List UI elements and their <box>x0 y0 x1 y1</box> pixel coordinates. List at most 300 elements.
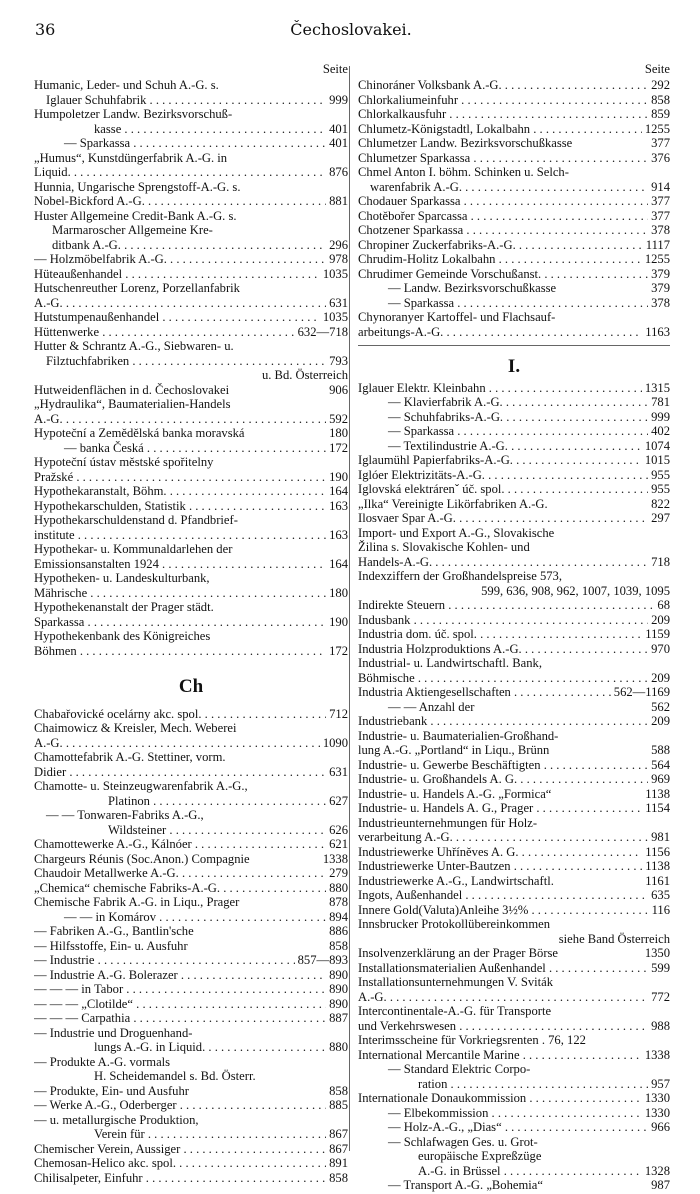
index-entry <box>358 859 670 874</box>
index-entry <box>34 1040 348 1055</box>
index-entry <box>34 180 348 195</box>
entry-text: — — in Komárov . . . <box>64 910 348 925</box>
index-entry <box>358 671 670 686</box>
entry-page: 712 <box>326 707 348 722</box>
entry-page: 632—718 <box>295 325 348 340</box>
entry-page: 401 <box>326 136 348 151</box>
entry-page: 885 <box>326 1098 348 1113</box>
index-entry <box>34 368 348 383</box>
entry-text: — Klavierfabrik A.-G. . . . <box>388 395 670 410</box>
index-entry <box>34 397 348 412</box>
index-entry <box>34 615 348 630</box>
entry-page: 564 <box>648 758 670 773</box>
entry-text: Hypothekarschuldenstand d. Pfandbrief- <box>34 513 238 527</box>
entry-text: Installationsunternehmungen V. Sviták <box>358 975 554 989</box>
entry-text: Hypoteční a Zemědělská banka moravská <box>34 426 245 440</box>
entry-text: Industria dom. úč. spol. . . . <box>358 627 670 642</box>
entry-page: 379 <box>648 267 670 282</box>
index-entry <box>358 685 670 700</box>
entry-page: 209 <box>648 714 670 729</box>
index-entry <box>34 296 348 311</box>
entry-text: — Holzmöbelfabrik A.-G. . . . <box>34 252 348 267</box>
right-column <box>358 62 670 1193</box>
index-entry <box>358 816 670 831</box>
entry-text: Intercontinentale-A.-G. für Transporte <box>358 1004 552 1018</box>
index-list-i <box>358 381 670 1193</box>
index-entry <box>358 511 670 526</box>
entry-page: 621 <box>326 837 348 852</box>
entry-page: 1035 <box>320 310 348 325</box>
entry-text: A.-G. . . . <box>34 736 348 751</box>
index-entry <box>34 310 348 325</box>
index-entry <box>34 470 348 485</box>
entry-text: Industriewerke Unter-Bautzen . . . <box>358 859 670 874</box>
entry-page: 190 <box>326 470 348 485</box>
entry-text: Hypothekenanstalt der Prager städt. <box>34 600 214 614</box>
entry-text: Installationsmaterialien Außenhandel . . . <box>358 961 670 976</box>
index-entry <box>358 642 670 657</box>
index-list-ch-cont <box>358 78 670 339</box>
index-entry <box>358 325 670 340</box>
index-entry <box>34 1127 348 1142</box>
index-entry <box>34 339 348 354</box>
entry-text: A.-G. . . . <box>34 296 348 311</box>
entry-page: 1161 <box>642 874 670 889</box>
index-entry <box>358 700 670 715</box>
entry-text: Hutweidenflächen in d. Čechoslovakei <box>34 382 230 397</box>
entry-page: 890 <box>326 982 348 997</box>
entry-page: 1159 <box>642 627 670 642</box>
entry-text: Chlumetz-Königstadtl, Lokalbahn . . . <box>358 122 670 137</box>
entry-page: 164 <box>326 484 348 499</box>
entry-page: 378 <box>648 296 670 311</box>
entry-text: Insolvenzerklärung an der Prager Börse <box>358 946 559 960</box>
entry-page: 822 <box>648 497 670 512</box>
entry-page: 376 <box>648 151 670 166</box>
entry-page: 377 <box>648 209 670 224</box>
entry-page: 1330 <box>642 1091 670 1106</box>
entry-page: 970 <box>648 642 670 657</box>
entry-page: 857—893 <box>295 953 348 968</box>
entry-page: 1338 <box>320 852 348 867</box>
entry-page: 906 <box>326 383 348 398</box>
entry-text: Innsbrucker Protokollübereinkommen <box>358 917 551 931</box>
entry-text: — — Anzahl der <box>388 699 475 714</box>
entry-text: International Mercantile Marine . . . <box>358 1048 670 1063</box>
entry-text: Chemische Fabrik A.-G. in Liqu., Prager <box>34 895 240 909</box>
entry-text: ditbank A.-G. . . . <box>52 238 348 253</box>
entry-page: 988 <box>648 1019 670 1034</box>
entry-text: Industrie- u. Großhandels A. G. . . . <box>358 772 670 787</box>
index-entry <box>358 1048 670 1063</box>
entry-text: Indusbank . . . <box>358 613 670 628</box>
entry-page: 867 <box>326 1127 348 1142</box>
entry-page: 635 <box>648 888 670 903</box>
entry-text: Hutter & Schrantz A.-G., Siebwaren- u. <box>34 339 234 353</box>
index-entry <box>34 136 348 151</box>
entry-page: 966 <box>648 1120 670 1135</box>
entry-page: 1255 <box>642 122 670 137</box>
entry-text: — Werke A.-G., Oderberger . . . <box>34 1098 348 1113</box>
entry-text: A.-G. . . . <box>358 990 670 1005</box>
entry-text: Hypothekarschulden, Statistik . . . <box>34 499 348 514</box>
entry-text: Chmel Anton I. böhm. Schinken u. Selch- <box>358 165 569 179</box>
entry-text: — Transport A.-G. „Bohemia“ <box>388 1178 543 1192</box>
index-entry <box>358 136 670 151</box>
entry-page: 1163 <box>642 325 670 340</box>
entry-text: Huster Allgemeine Credit-Bank A.-G. s. <box>34 208 237 223</box>
entry-page: 1138 <box>642 787 670 802</box>
entry-text: Industrie- u. Handels A.-G. „Formica“ <box>358 786 552 801</box>
entry-page: 718 <box>648 555 670 570</box>
entry-text: Hypothekenbank des Königreiches <box>34 629 211 643</box>
entry-page: 626 <box>326 823 348 838</box>
index-entry <box>34 1055 348 1070</box>
index-entry <box>34 808 348 823</box>
entry-text: Ilosvaer Spar A.-G. . . . <box>358 511 670 526</box>
index-entry <box>34 823 348 838</box>
entry-page: 402 <box>648 424 670 439</box>
entry-text: Iglovská elektrárenˇ úč. spol. . . . <box>358 482 670 497</box>
entry-text: Industriewerke Uhříněves A. G. . . . <box>358 845 670 860</box>
entry-page: 163 <box>326 499 348 514</box>
entry-text: H. Scheidemandel s. Bd. Österr. <box>94 1069 256 1083</box>
entry-page: 296 <box>326 238 348 253</box>
entry-text: Wildsteiner . . . <box>108 823 348 838</box>
index-entry <box>34 267 348 282</box>
entry-text: Chlumetzer Sparkassa . . . <box>358 151 670 166</box>
index-entry <box>34 968 348 983</box>
index-entry <box>358 1062 670 1077</box>
entry-text: 599, 636, 908, 962, 1007, 1039, 1095 <box>481 583 670 598</box>
index-entry <box>358 584 670 599</box>
index-entry <box>358 482 670 497</box>
entry-text: lungs A.-G. in Liquid. . . . <box>94 1040 348 1055</box>
index-entry <box>358 903 670 918</box>
index-entry <box>358 569 670 584</box>
page-header <box>32 20 670 42</box>
entry-page: 592 <box>326 412 348 427</box>
index-entry <box>34 557 348 572</box>
index-entry <box>34 852 348 867</box>
entry-page: 1035 <box>320 267 348 282</box>
index-entry <box>358 252 670 267</box>
index-entry <box>34 837 348 852</box>
entry-text: — Produkte A.-G. vormals <box>34 1054 171 1069</box>
index-entry <box>358 656 670 671</box>
entry-page: 858 <box>326 939 348 954</box>
index-entry <box>34 629 348 644</box>
entry-page: 164 <box>326 557 348 572</box>
index-entry <box>34 122 348 137</box>
entry-text: Hypothekaranstalt, Böhm. . . . <box>34 484 348 499</box>
index-entry <box>358 107 670 122</box>
entry-page: 378 <box>648 223 670 238</box>
entry-text: Chaimowicz & Kreisler, Mech. Weberei <box>34 721 237 735</box>
entry-page: 781 <box>648 395 670 410</box>
index-entry <box>358 990 670 1005</box>
entry-page: 631 <box>326 765 348 780</box>
index-entry <box>34 455 348 470</box>
index-entry <box>34 499 348 514</box>
entry-page: 562 <box>648 700 670 715</box>
entry-page: 401 <box>326 122 348 137</box>
entry-page: 987 <box>648 1178 670 1193</box>
entry-text: Hypothekar- u. Kommunaldarlehen der <box>34 542 233 556</box>
entry-page: 1315 <box>642 381 670 396</box>
index-entry <box>34 151 348 166</box>
entry-text: Didier . . . <box>34 765 348 780</box>
index-entry <box>358 1033 670 1048</box>
index-entry <box>358 598 670 613</box>
index-entry <box>358 1164 670 1179</box>
index-entry <box>358 78 670 93</box>
index-entry <box>358 497 670 512</box>
entry-text: Chotzener Sparkassa . . . <box>358 223 670 238</box>
entry-page: 1090 <box>320 736 348 751</box>
entry-text: Böhmische . . . <box>358 671 670 686</box>
entry-page: 999 <box>648 410 670 425</box>
index-entry <box>358 93 670 108</box>
index-entry <box>34 765 348 780</box>
index-entry <box>34 1011 348 1026</box>
entry-text: siehe Band Österreich <box>558 931 670 946</box>
entry-page: 1015 <box>642 453 670 468</box>
index-entry <box>34 223 348 238</box>
index-entry <box>358 310 670 325</box>
index-entry <box>34 707 348 722</box>
index-entry <box>34 939 348 954</box>
entry-page: 1154 <box>642 801 670 816</box>
entry-text: — Holz-A.-G., „Dias“ . . . <box>388 1120 670 1135</box>
entry-text: Nobel-Bickford A.-G. . . . <box>34 194 348 209</box>
page-number: 36 <box>35 20 56 39</box>
entry-text: Marmaroscher Allgemeine Kre- <box>52 223 213 237</box>
entry-page: 858 <box>326 1084 348 1099</box>
index-entry <box>34 895 348 910</box>
entry-text: — Standard Elektric Corpo- <box>388 1062 531 1076</box>
entry-text: und Verkehrswesen . . . <box>358 1019 670 1034</box>
entry-text: Pražské . . . <box>34 470 348 485</box>
entry-text: Chlumetzer Landw. Bezirksvorschußkasse <box>358 136 573 150</box>
index-entry <box>358 714 670 729</box>
index-entry <box>34 571 348 586</box>
entry-text: Chodauer Sparkassa . . . <box>358 194 670 209</box>
entry-text: „Hydraulika“, Baumaterialien-Handels <box>34 397 231 411</box>
entry-page: 172 <box>326 441 348 456</box>
index-entry <box>34 982 348 997</box>
index-entry <box>34 542 348 557</box>
index-entry <box>358 296 670 311</box>
entry-text: Chemosan-Helico akc. spol. . . . <box>34 1156 348 1171</box>
index-entry <box>34 484 348 499</box>
entry-text: lung A.-G. „Portland“ in Liqu., Brünn <box>358 743 550 757</box>
index-entry <box>358 267 670 282</box>
entry-text: — Landw. Bezirksvorschußkasse <box>388 281 557 295</box>
entry-text: Chrudimer Gemeinde Vorschußanst. . . . <box>358 267 670 282</box>
entry-page: 588 <box>648 743 670 758</box>
index-entry <box>34 600 348 615</box>
index-entry <box>34 426 348 441</box>
index-entry <box>358 627 670 642</box>
entry-text: Internationale Donaukommission . . . <box>358 1091 670 1106</box>
entry-page: 1338 <box>642 1048 670 1063</box>
index-entry <box>34 354 348 369</box>
entry-text: Industria Holzproduktions A.-G. . . . <box>358 642 670 657</box>
entry-page: 68 <box>654 598 670 613</box>
entry-text: Chinoráner Volksbank A.-G. . . . <box>358 78 670 93</box>
index-entry <box>358 555 670 570</box>
entry-text: Hutstumpenaußenhandel . . . <box>34 310 348 325</box>
entry-text: „Chemica“ chemische Fabriks-A.-G. . . . <box>34 881 348 896</box>
entry-text: — — — Carpathia . . . <box>34 1011 348 1026</box>
seite-label: Seite <box>644 62 670 76</box>
entry-text: Emissionsanstalten 1924 . . . <box>34 557 348 572</box>
index-entry <box>34 412 348 427</box>
entry-text: — Sparkassa . . . <box>64 136 348 151</box>
entry-page: 914 <box>648 180 670 195</box>
entry-text: Hüttenwerke . . . <box>34 325 348 340</box>
entry-text: Iglauer Schuhfabrik . . . <box>46 93 348 108</box>
index-entry <box>358 1019 670 1034</box>
index-entry <box>34 644 348 659</box>
entry-page: 1255 <box>642 252 670 267</box>
entry-text: — Schlafwagen Ges. u. Grot- <box>388 1134 538 1149</box>
entry-text: — Fabriken A.-G., Bantlin'sche <box>34 924 194 938</box>
entry-text: Filztuchfabriken . . . <box>46 354 348 369</box>
index-entry <box>34 953 348 968</box>
entry-text: — Sparkassa . . . <box>388 296 670 311</box>
index-entry <box>358 917 670 932</box>
seite-label: Seite <box>322 62 348 76</box>
entry-page: 891 <box>326 1156 348 1171</box>
index-entry <box>358 180 670 195</box>
entry-page: 955 <box>648 468 670 483</box>
index-entry <box>358 381 670 396</box>
entry-text: Chrudim-Holitz Lokalbahn . . . <box>358 252 670 267</box>
entry-page: 999 <box>326 93 348 108</box>
index-entry <box>34 779 348 794</box>
index-entry <box>34 1084 348 1099</box>
entry-text: Industrie- u. Gewerbe Beschäftigten . . . <box>358 758 670 773</box>
index-entry <box>358 410 670 425</box>
index-entry <box>358 468 670 483</box>
entry-text: Industrie- u. Baumaterialien-Großhand- <box>358 728 559 743</box>
index-entry <box>34 1113 348 1128</box>
index-entry <box>34 1171 348 1186</box>
entry-text: arbeitungs-A.-G. . . . <box>358 325 670 340</box>
index-entry <box>34 325 348 340</box>
entry-text: Chotěbořer Sparcassa . . . <box>358 209 670 224</box>
entry-page: 1330 <box>642 1106 670 1121</box>
index-entry <box>358 1077 670 1092</box>
entry-page: 180 <box>326 426 348 441</box>
entry-text: Interimsscheine für Vorkriegsrenten . 76, 122 <box>358 1033 586 1047</box>
entry-page: 172 <box>326 644 348 659</box>
entry-text: Platinon . . . <box>108 794 348 809</box>
index-entry <box>358 961 670 976</box>
entry-text: Chlorkalkausfuhr . . . <box>358 107 670 122</box>
entry-text: Hypoteční ústav městské spořitelny <box>34 455 214 469</box>
entry-text: — Elbekommission . . . <box>388 1106 670 1121</box>
entry-page: 599 <box>648 961 670 976</box>
entry-page: 190 <box>326 615 348 630</box>
index-entry <box>34 736 348 751</box>
index-entry <box>358 453 670 468</box>
entry-page: 881 <box>326 194 348 209</box>
entry-page: 1328 <box>642 1164 670 1179</box>
index-entry <box>34 1069 348 1084</box>
index-entry <box>358 1120 670 1135</box>
entry-page: 180 <box>326 586 348 601</box>
entry-page: 955 <box>648 482 670 497</box>
index-entry <box>358 729 670 744</box>
index-entry <box>358 395 670 410</box>
entry-text: — — Tonwaren-Fabriks A.-G., <box>46 808 204 822</box>
index-entry <box>358 787 670 802</box>
index-list-h <box>34 78 348 658</box>
index-entry <box>358 424 670 439</box>
index-entry <box>34 1156 348 1171</box>
index-entry <box>34 513 348 528</box>
entry-text: Industriebank . . . <box>358 714 670 729</box>
entry-page: 279 <box>326 866 348 881</box>
entry-text: — u. metallurgische Produktion, <box>34 1112 199 1127</box>
entry-page: 890 <box>326 997 348 1012</box>
entry-text: Chynoranyer Kartoffel- und Flachsauf- <box>358 310 556 324</box>
index-entry <box>34 910 348 925</box>
index-entry <box>358 122 670 137</box>
entry-text: Chamotte- u. Steinzeugwarenfabrik A.-G., <box>34 779 248 793</box>
entry-text: Industrial- u. Landwirtschaftl. Bank, <box>358 656 542 670</box>
entry-text: Žilina s. Slovakische Kohlen- und <box>358 540 530 554</box>
index-entry <box>34 586 348 601</box>
entry-page: 890 <box>326 968 348 983</box>
entry-text: Chamottewerke A.-G., Kálnóer . . . <box>34 837 348 852</box>
entry-page: 377 <box>648 136 670 151</box>
page-title: Čechoslovakei. <box>290 20 412 39</box>
entry-page: 209 <box>648 671 670 686</box>
entry-text: A.-G. in Brüssel . . . <box>418 1164 670 1179</box>
index-entry <box>34 1142 348 1157</box>
entry-text: Iglóer Elektrizitäts-A.-G. . . . <box>358 468 670 483</box>
index-entry <box>34 997 348 1012</box>
entry-text: warenfabrik A.-G. . . . <box>370 180 670 195</box>
index-entry <box>358 613 670 628</box>
index-entry <box>34 107 348 122</box>
index-entry <box>34 794 348 809</box>
entry-text: Chabařovické ocelárny akc. spol. . . . <box>34 707 348 722</box>
section-heading-i: I. <box>507 356 521 377</box>
entry-text: — Industrie und Droguenhand- <box>34 1025 193 1040</box>
entry-text: — Industrie A.-G. Bolerazer . . . <box>34 968 348 983</box>
index-entry <box>34 441 348 456</box>
entry-page: 858 <box>326 1171 348 1186</box>
left-column <box>34 62 348 1185</box>
entry-text: — — — „Clotilde“ . . . <box>34 997 348 1012</box>
entry-text: — — — in Tabor . . . <box>34 982 348 997</box>
entry-text: verarbeitung A.-G. . . . <box>358 830 670 845</box>
index-entry <box>34 194 348 209</box>
index-entry <box>358 772 670 787</box>
index-entry <box>358 165 670 180</box>
index-entry <box>358 845 670 860</box>
entry-page: 1117 <box>643 238 670 253</box>
entry-text: Industrieunternehmungen für Holz- <box>358 815 538 830</box>
entry-page: 957 <box>648 1077 670 1092</box>
entry-text: Hunnia, Ungarische Sprengstoff-A.-G. s. <box>34 179 241 194</box>
entry-page: 886 <box>326 924 348 939</box>
